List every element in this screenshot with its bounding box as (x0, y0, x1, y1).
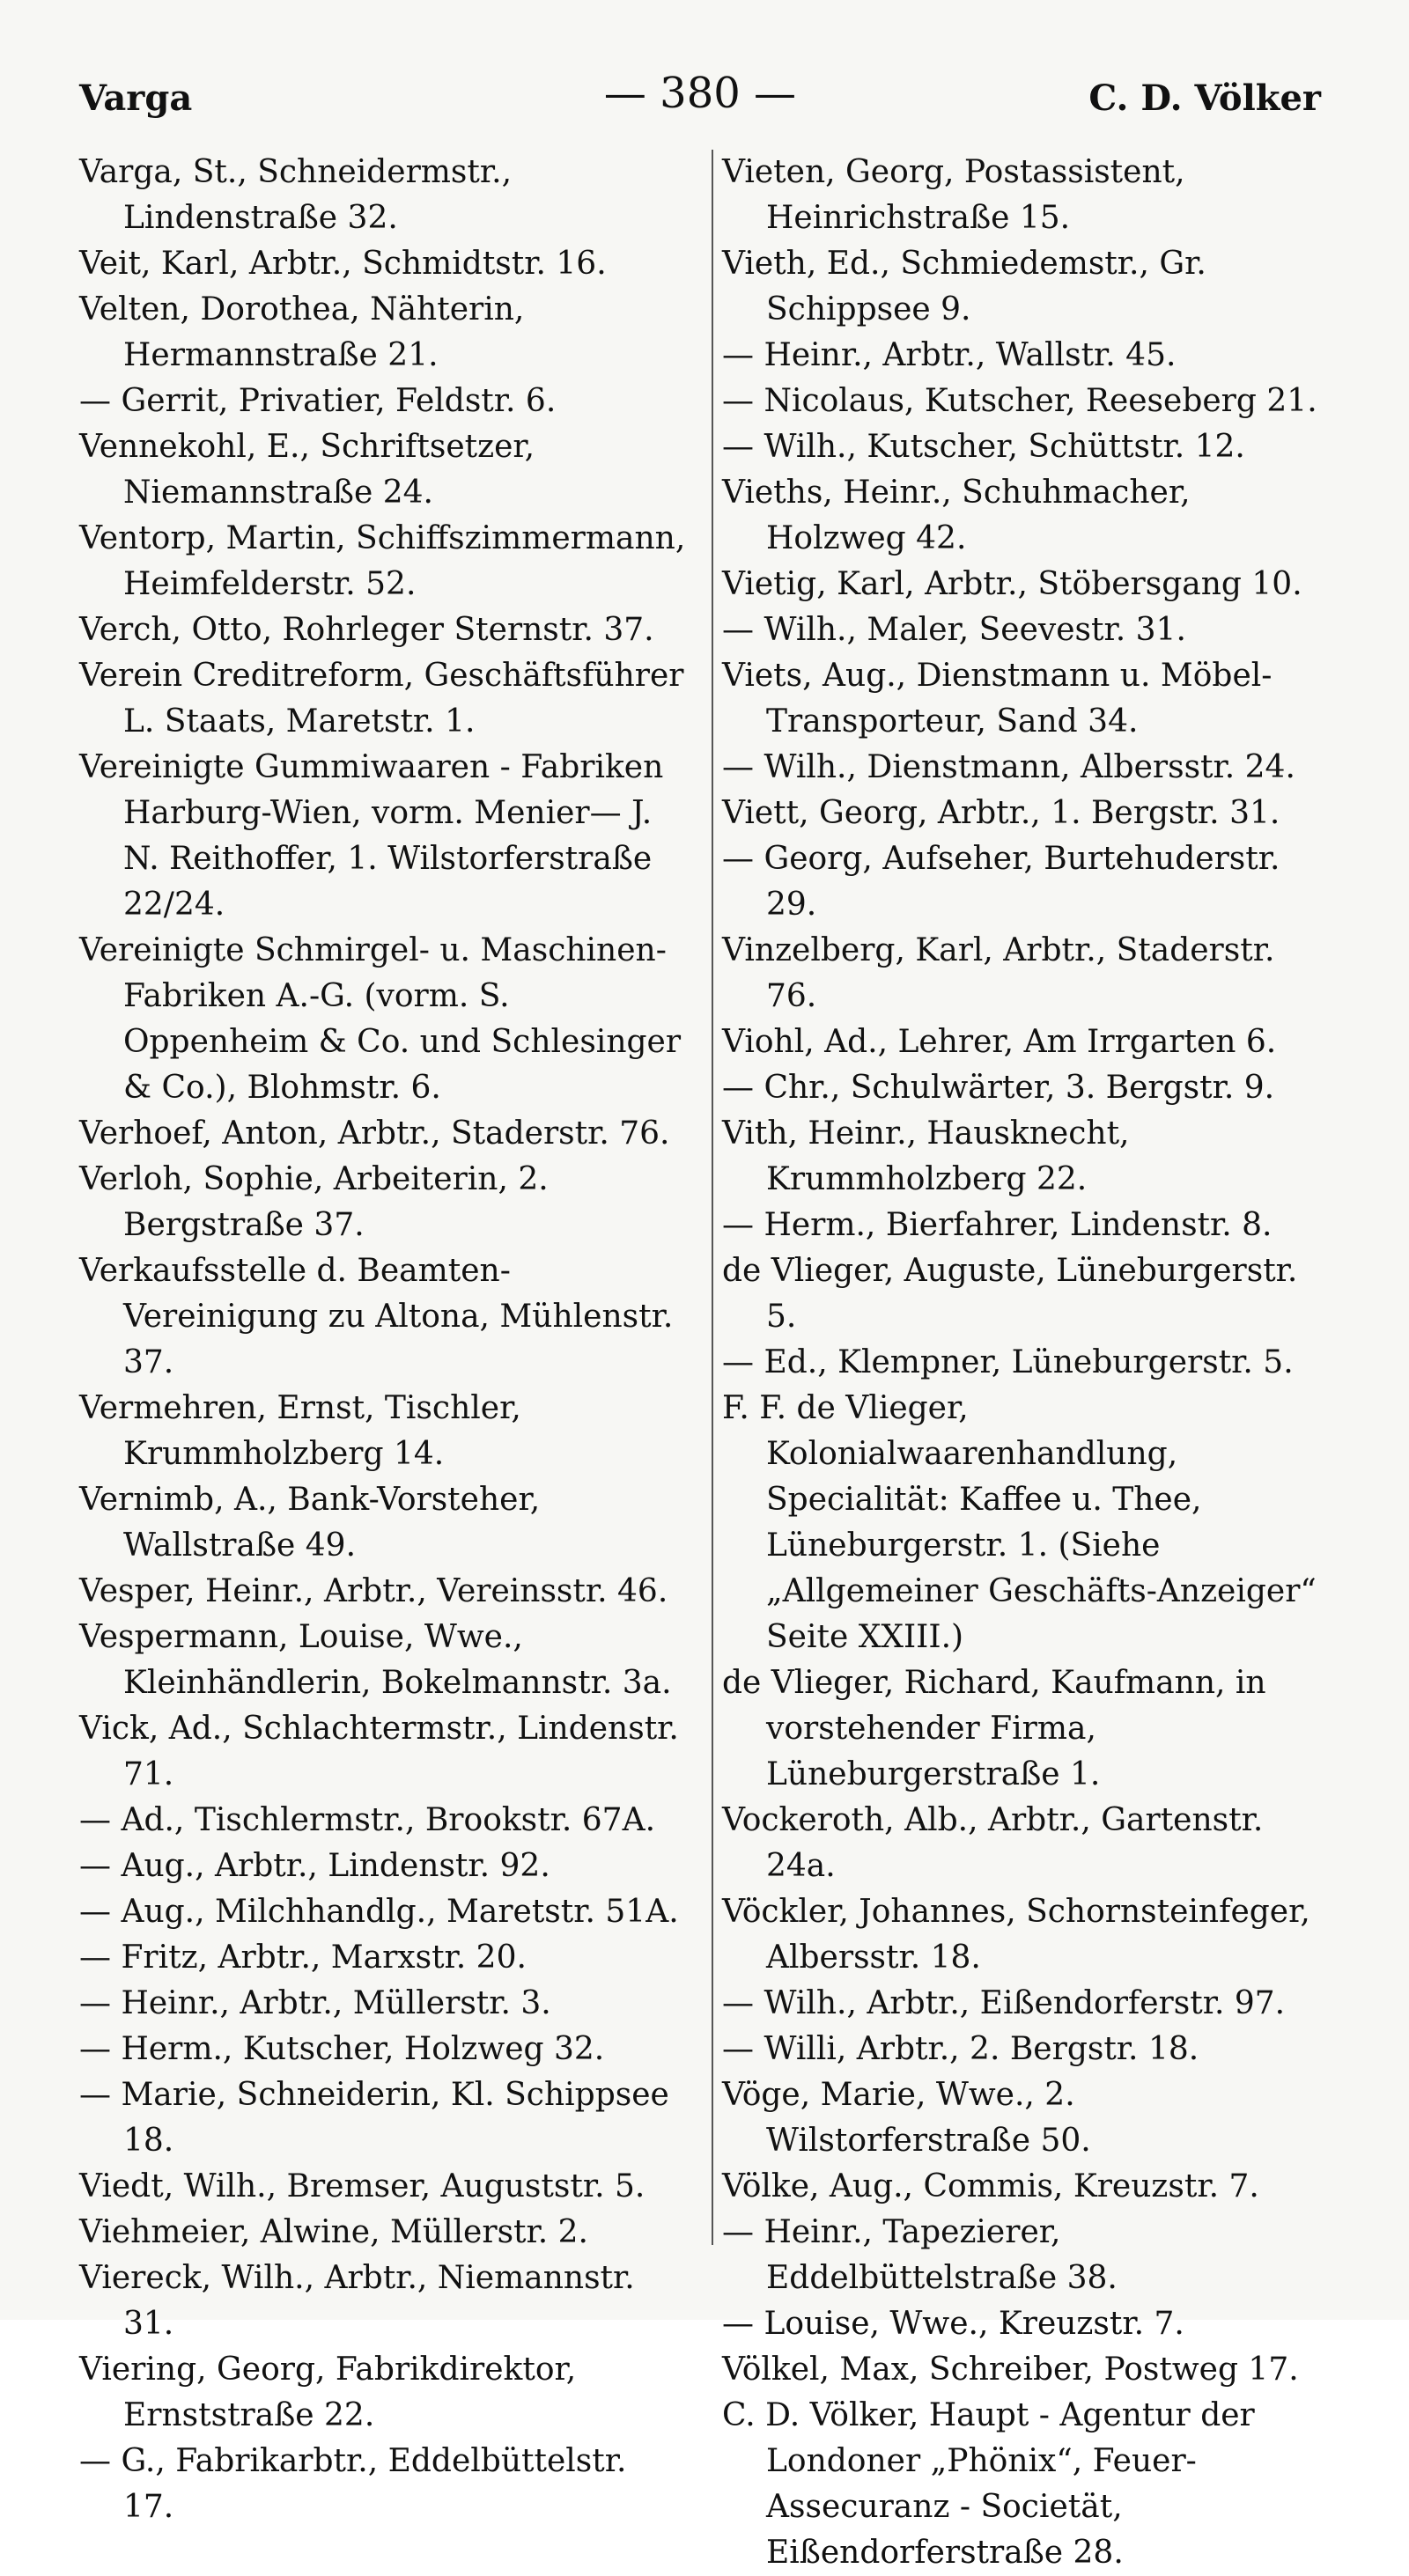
directory-entry: Vith, Heinr., Hausknecht, Krummholzberg 22. (722, 1115, 1130, 1197)
directory-columns (79, 150, 1339, 2571)
directory-entry: Viering, Georg, Fabrikdirektor, Ernststraße 22. (79, 2352, 577, 2433)
directory-entry: Völke, Aug., Commis, Kreuzstr. 7. (722, 2168, 1259, 2204)
directory-entry: — Chr., Schulwärter, 3. Bergstr. 9. (722, 1070, 1275, 1106)
directory-entry: — Marie, Schneiderin, Kl. Schippsee 18. (79, 2077, 669, 2159)
directory-entry: Viett, Georg, Arbtr., 1. Bergstr. 31. (722, 795, 1280, 831)
page-header (79, 69, 1321, 130)
directory-entry: — Fritz, Arbtr., Marxstr. 20. (79, 1939, 527, 1976)
directory-entry: — G., Fabrikarbtr., Eddelbüttelstr. 17. (79, 2443, 627, 2525)
directory-entry: Vinzelberg, Karl, Arbtr., Staderstr. 76. (722, 932, 1275, 1014)
directory-entry: — Herm., Kutscher, Holzweg 32. (79, 2031, 605, 2067)
directory-entry: — Georg, Aufseher, Burtehuderstr. 29. (722, 841, 1280, 923)
directory-entry: — Aug., Arbtr., Lindenstr. 92. (79, 1848, 550, 1884)
directory-entry: Viereck, Wilh., Arbtr., Niemannstr. 31. (79, 2260, 635, 2342)
directory-entry: de Vlieger, Richard, Kaufmann, in vorstehender Firma, Lüneburgerstraße 1. (722, 1665, 1266, 1792)
directory-entry: Vesper, Heinr., Arbtr., Vereinsstr. 46. (79, 1573, 668, 1609)
directory-entry: Vöge, Marie, Wwe., 2. Wilstorferstraße 50. (722, 2077, 1091, 2159)
directory-entry: Vespermann, Louise, Wwe., Kleinhändlerin, Bokelmannstr. 3a. (79, 1619, 672, 1701)
directory-entry: — Heinr., Arbtr., Wallstr. 45. (722, 337, 1177, 373)
directory-entry: Verein Creditreform, Geschäftsführer L. Staats, Maretstr. 1. (79, 658, 684, 740)
directory-entry: Viets, Aug., Dienstmann u. Möbel-Transporteur, Sand 34. (722, 658, 1273, 740)
directory-entry: C. D. Völker, Haupt - Agentur der Londoner „Phönix“, Feuer-Assecuranz - Societät, Eißendorferstraße 28. (722, 2397, 1255, 2571)
directory-entry: — Louise, Wwe., Kreuzstr. 7. (722, 2306, 1184, 2342)
directory-entry: — Wilh., Dienstmann, Albersstr. 24. (722, 749, 1295, 785)
directory-entry: — Ad., Tischlermstr., Brookstr. 67A. (79, 1802, 656, 1838)
directory-entry: — Heinr., Arbtr., Müllerstr. 3. (79, 1985, 551, 2021)
directory-entry: Vieten, Georg, Postassistent, Heinrichstraße 15. (722, 154, 1185, 236)
directory-entry: Vereinigte Gummiwaaren - Fabriken Harburg-Wien, vorm. Menier— J. N. Reithoffer, 1. Wilstorferstraße 22/24. (79, 749, 664, 923)
directory-entry: Vietig, Karl, Arbtr., Stöbersgang 10. (722, 566, 1302, 602)
directory-entry: Verhoef, Anton, Arbtr., Staderstr. 76. (79, 1115, 670, 1152)
directory-entry: Vernimb, A., Bank-Vorsteher, Wallstraße 49. (79, 1482, 541, 1564)
directory-entry: — Willi, Arbtr., 2. Bergstr. 18. (722, 2031, 1199, 2067)
directory-entry: Velten, Dorothea, Nähterin, Hermannstraße 21. (79, 291, 525, 373)
directory-entry: — Nicolaus, Kutscher, Reeseberg 21. (722, 383, 1317, 419)
directory-entry: Vermehren, Ernst, Tischler, Krummholzberg 14. (79, 1390, 521, 1472)
directory-entry: Vieths, Heinr., Schuhmacher, Holzweg 42. (722, 475, 1191, 556)
directory-entry: — Gerrit, Privatier, Feldstr. 6. (79, 383, 557, 419)
directory-entry: Vöckler, Johannes, Schornsteinfeger, Albersstr. 18. (722, 1894, 1310, 1976)
directory-entry: — Herm., Bierfahrer, Lindenstr. 8. (722, 1207, 1273, 1243)
directory-entry: Völkel, Max, Schreiber, Postweg 17. (722, 2352, 1299, 2388)
directory-entry: — Heinr., Tapezierer, Eddelbüttelstraße 38. (722, 2214, 1118, 2296)
directory-entry: Ventorp, Martin, Schiffszimmermann, Heimfelderstr. 52. (79, 520, 686, 602)
directory-entry: Varga, St., Schneidermstr., Lindenstraße 32. (79, 154, 513, 236)
directory-entry: — Wilh., Maler, Seevestr. 31. (722, 612, 1186, 648)
directory-entry: — Aug., Milchhandlg., Maretstr. 51A. (79, 1894, 679, 1930)
directory-entry: — Wilh., Arbtr., Eißendorferstr. 97. (722, 1985, 1286, 2021)
directory-entry: — Ed., Klempner, Lüneburgerstr. 5. (722, 1344, 1294, 1380)
directory-entry: Vieth, Ed., Schmiedemstr., Gr. Schippsee 9. (722, 246, 1206, 328)
right-column (722, 150, 1330, 2576)
directory-entry: Vockeroth, Alb., Arbtr., Gartenstr. 24a. (722, 1802, 1264, 1884)
directory-entry: Verloh, Sophie, Arbeiterin, 2. Bergstraße 37. (79, 1161, 549, 1243)
directory-entry: F. F. de Vlieger, Kolonialwaarenhandlung, Specialität: Kaffee u. Thee, Lüneburgerstr. 1. (Siehe „Allgemeiner Geschäfts-Anzeiger“ Seite XXIII.) (722, 1390, 1317, 1655)
directory-entry: Viehmeier, Alwine, Müllerstr. 2. (79, 2214, 589, 2250)
page-number: — 380 — (603, 69, 797, 118)
directory-entry: Verkaufsstelle d. Beamten-Vereinigung zu Altona, Mühlenstr. 37. (79, 1253, 674, 1380)
directory-entry: Veit, Karl, Arbtr., Schmidtstr. 16. (79, 246, 607, 282)
directory-entry: Vereinigte Schmirgel- u. Maschinen-Fabriken A.-G. (vorm. S. Oppenheim & Co. und Schlesinger & Co.), Blohmstr. 6. (79, 932, 682, 1106)
directory-entry: Vennekohl, E., Schriftsetzer, Niemannstraße 24. (79, 429, 535, 511)
left-column (79, 150, 687, 2530)
directory-entry: — Wilh., Kutscher, Schüttstr. 12. (722, 429, 1245, 465)
directory-entry: Viedt, Wilh., Bremser, Auguststr. 5. (79, 2168, 645, 2204)
header-last-entry: C. D. Völker (1088, 77, 1321, 119)
directory-entry: Vick, Ad., Schlachtermstr., Lindenstr. 71. (79, 1711, 679, 1792)
directory-entry: Viohl, Ad., Lehrer, Am Irrgarten 6. (722, 1024, 1277, 1060)
directory-entry: de Vlieger, Auguste, Lüneburgerstr. 5. (722, 1253, 1298, 1335)
header-first-entry: Varga (79, 77, 193, 119)
directory-entry: Verch, Otto, Rohrleger Sternstr. 37. (79, 612, 654, 648)
